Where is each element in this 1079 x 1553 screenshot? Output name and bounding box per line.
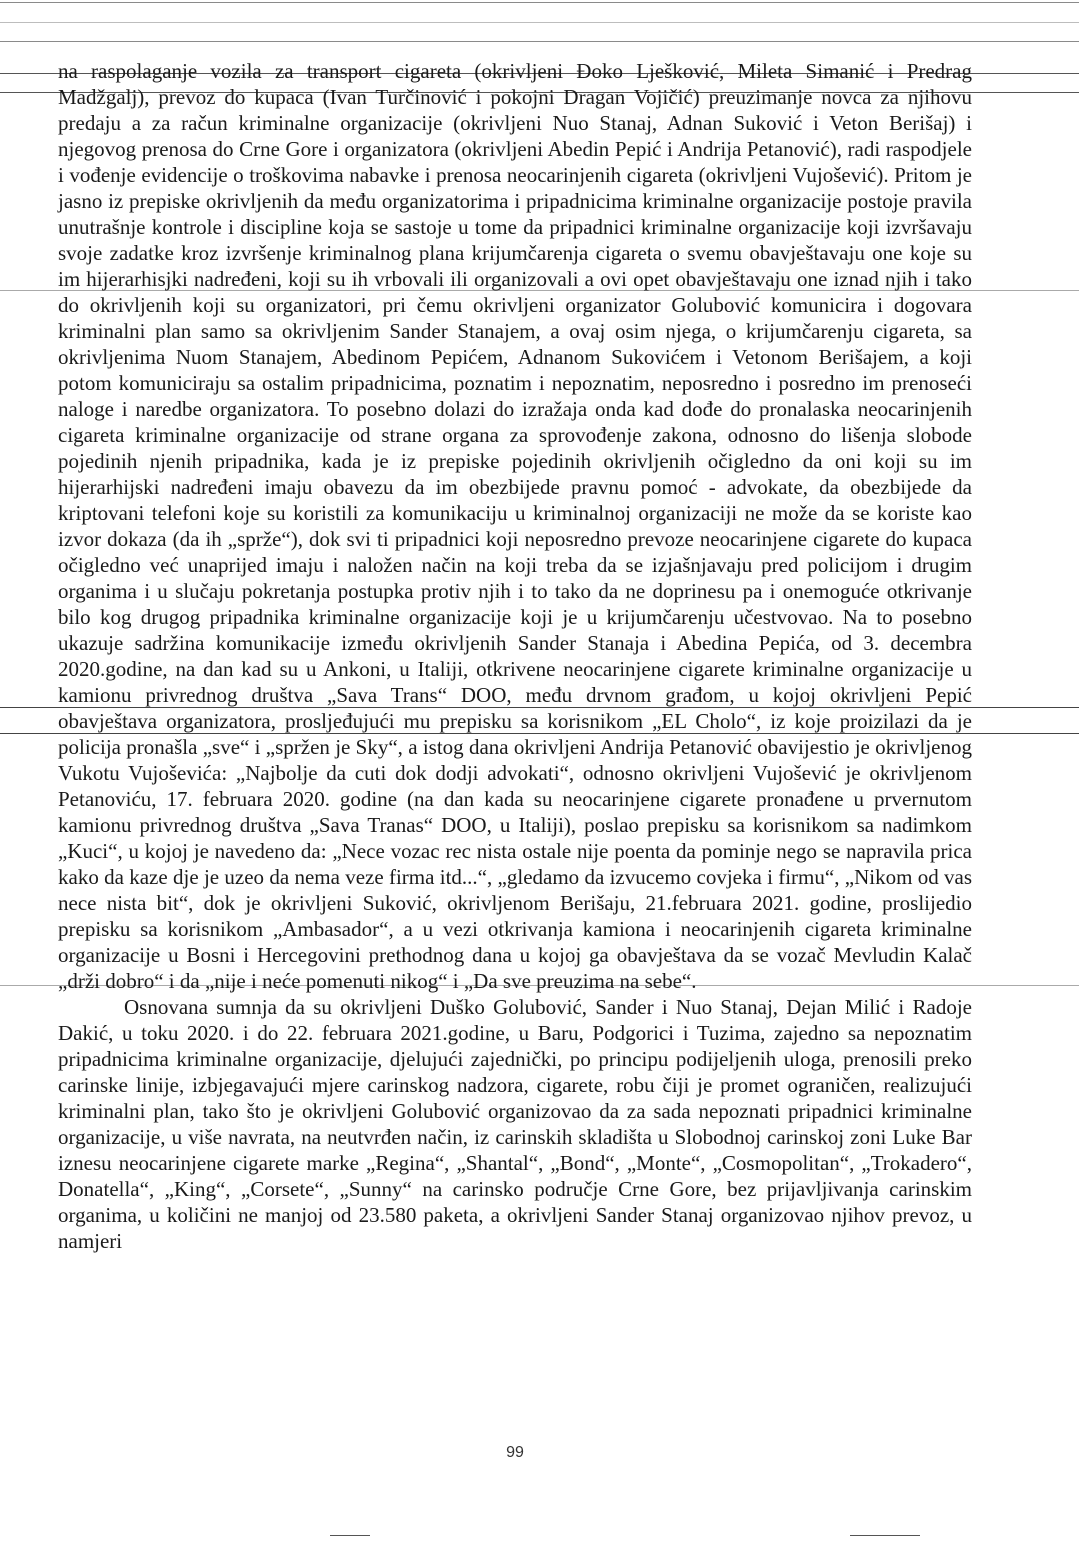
scan-artifact-line	[330, 1535, 370, 1536]
scan-artifact-line	[850, 1535, 920, 1536]
scan-artifact-line	[0, 2, 1079, 3]
page-number: 99	[506, 1444, 524, 1461]
scan-artifact-line	[0, 41, 1079, 42]
paragraph-continuation: na raspolaganje vozila za transport cigareta (okrivljeni Đoko Lješković, Mileta Simanić i Predrag Madžgalj), prevoz do kupaca (Ivan Turčinović i pokojni Dragan Vojičić) preuzimanje novca za njihovu predaju a za račun kriminalne organizacije (okrivljeni Nuo Stanaj, Adnan Suković i Veton Berišaj) i njegovog prenosa do Crne Gore i organizatora (okrivljeni Abedin Pepić i Andrija Petanović), radi raspodjele i vođenje evidencije o troškovima nabavke i prenosa neocarinjenih cigareta (okrivljeni Vujošević). Pritom je jasno iz prepiske okrivljenih da među organizatorima i pripadnicima kriminalne organizacije postoje pravila unutrašnje kontrole i discipline koja se sastoje u tome da pripadnici kriminalne organizacije koji izvršavaju svoje zadatke kroz izvršenje kriminalnog plana krijumčarenja cigareta o svemu obavještavaju one koje su im hijerarhisjki nadređeni, koji su ih vrbovali ili organizovali a ovi opet obavještavaju one iznad njih i tako do okrivljenih koji su organizatori, pri čemu okrivljeni organizator Golubović komunicira i dogovara kriminalni plan samo sa okrivljenim Sander Stanajem, a ovaj osim njega, o krijumčarenju cigareta, sa okrivljenima Nuom Stanajem, Abedinom Pepićem, Adnanom Sukovićem i Vetonom Berišajem, a koji potom komuniciraju sa ostalim pripadnicima, poznatim i nepoznatim, neposredno i posredno im prenoseći naloge i naredbe organizatora. To posebno dolazi do izražaja onda kad dođe do pronalaska neocarinjenih cigareta kriminalne organizacije od strane organa za sprovođenje zakona, odnosno do lišenja slobode pojedinih njenih pripadnika, kada je iz prepiske pojedinih okrivljenih očigledno da oni koji su im hijerarhijski nadređeni imaju obavezu da im obezbijede pravnu pomoć - advokate, da obezbijede da kriptovani telefoni koje su koristili za komunikaciju u kriminalnoj organizaciji ne može da se koriste kao izvor dokaza (da ih „sprže“), dok svi ti pripadnici koji neposredno prevoze neocarinjene cigarete do kupaca očigledno već unaprijed imaju i naložen način na koji treba da se izjašnjavaju pred policijom i drugim organima i u slučaju pokretanja postupka protiv njih i to tako da ne doprinesu pa i onemoguće otkrivanje bilo kog drugog pripadnika kriminalne organizacije koji je u krijumčarenju učestvovao. Na to posebno ukazuje sadržina komunikacije između okrivljenih Sander Stanaja i Abedina Pepića, od 3. decembra 2020.godine, na dan kad su u Ankoni, u Italiji, otkrivene neocarinjene cigarete kriminalne organizacije u kamionu privrednog društva „Sava Trans“ DOO, među drvnom građom, u kojoj okrivljeni Pepić obavještava organizatora, prosljeđujući mu prepisku sa korisnikom „EL Cholo“, iz koje proizilazi da je policija pronašla „sve“ i „spržen je Sky“, a istog dana okrivljeni Andrija Petanović obavijestio je okrivljenog Vukotu Vujoševića: „Najbolje da cuti dok dodji advokati“, odnosno okrivljeni Vujošević je okrivljenom Petanoviću, 17. februara 2020. godine (na dan kada su neocarinjene cigarete pronađene u prvernutom kamionu privrednog društva „Sava Tranas“ DOO, u Italiji), poslao prepisku sa korisnikom sa nadimkom „Kuci“, u kojoj je navedeno da: „Nece vozac rec nista ostale nije poenta da pominje nego se napravila prica kako da kaze dje je uzeo da nema veze firma itd...“, „gledamo da izvucemo covjeka i firmu“, „Nikom od vas nece nista bit“, dok je okrivljeni Suković, okrivljenom Berišaju, 21.februara 2021. godine, proslijedio prepisku sa korisnikom „Ambasador“, a u vezi otkrivanja kamiona i neocarinjenih cigareta kriminalne organizacije u Bosni i Hercegovini prethodnog dana u kojoj ga obavještava da se vozač Mevludin Kalač „drži dobro“ i da „nije i neće pomenuti nikog“ i „Da sve preuzima na sebe“.	[58, 59, 972, 993]
document-body	[58, 58, 972, 1254]
paragraph-osnovana-sumnja: Osnovana sumnja da su okrivljeni Duško Golubović, Sander i Nuo Stanaj, Dejan Milić i Radoje Dakić, u toku 2020. i do 22. februara 2021.godine, u Baru, Podgorici i Tuzima, zajedno sa nepoznatim pripadnicima kriminalne organizacije, djelujući zajednički, po principu podijeljenih uloga, prenosili preko carinske linije, izbjegavajući mjere carinskog nadzora, cigarete, robu čiji je promet ograničen, realizujući kriminalni plan, tako što je okrivljeni Golubović organizovao da za sada nepoznati pripadnici kriminalne organizacije, u više navrata, na neutvrđen način, iz carinskih skladišta u Slobodnoj carinskoj zoni Luke Bar iznesu neocarinjene cigarete marke „Regina“, „Shantal“, „Bond“, „Monte“, „Cosmopolitan“, „Trokadero“, Donatella“, „King“, „Corsete“, „Sunny“ na carinsko područje Crne Gore, bez prijavljivanja carinskim organima, u količini ne manjoj od 23.580 paketa, a okrivljeni Sander Stanaj organizovao njihov prevoz, u namjeri	[58, 995, 972, 1253]
scan-artifact-line	[0, 22, 1079, 23]
